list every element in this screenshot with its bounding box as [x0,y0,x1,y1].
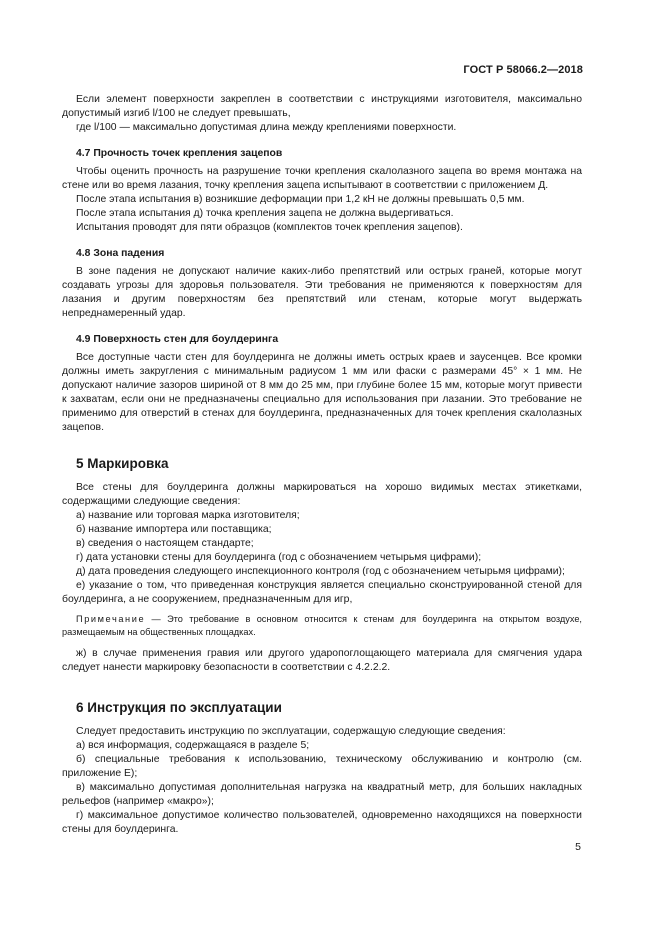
section-4-9-paragraph: Все доступные части стен для боулдеринга не должны иметь острых краев и заусенцев. Все кромки должны иметь закругления с минимальным радиусом 1 мм или фаски с размерами 45° × 1 мм. Не допускают наличие зазоров шириной от 8 мм до 25 мм, при глубине более 15 мм, которые могут привести к захватам, если они не предназначены специально для использования при лазании. Это требование не применимо для отверстий в стенах для боулдеринга, предназначенных для точек крепления скалолазных зацепов. [62,352,582,433]
section-5-item-a: а) название или торговая марка изготовителя; [76,510,300,521]
intro-paragraph: Если элемент поверхности закреплен в соответствии с инструкциями изготовителя, максимально допустимый изгиб l/100 не следует превышать, [62,94,582,119]
section-6-item-a: а) вся информация, содержащаяся в разделе 5; [76,740,310,751]
section-6-intro: Следует предоставить инструкцию по эксплуатации, содержащую следующие сведения: [76,726,506,737]
section-6-item-v: в) максимально допустимая дополнительная нагрузка на квадратный метр, для больших накладных рельефов (например «макро»); [62,782,582,807]
section-5-note [62,613,582,639]
page-number: 5 [575,841,581,853]
page-content [62,93,582,837]
section-5-item-d: д) дата проведения следующего инспекционного контроля (год с обозначением четырьмя цифрами); [76,566,565,577]
intro-where-clause: где l/100 — максимально допустимая длина между креплениями поверхности. [76,122,457,133]
section-5-intro: Все стены для боулдеринга должны маркироваться на хорошо видимых местах этикетками, содержащими следующие сведения: [62,482,582,507]
note-text: — Это требование в основном относится к стенам для боулдеринга на открытом воздухе, размещаемым на общественных площадках. [62,614,582,637]
section-4-7-paragraph-3: После этапа испытания д) точка крепления зацепа не должна выдергиваться. [76,208,454,219]
section-4-8-paragraph: В зоне падения не допускают наличие каких-либо препятствий или острых граней, которые могут создавать угрозы для здоровья пользователя. Эти требования не применяются к поверхностям для лазания и другим поверхностям без препятствий или стенам, которые могут выдержать непреднамеренный удар. [62,266,582,319]
section-4-8-heading: 4.8 Зона падения [76,248,165,259]
note-label: Примечание [76,614,146,624]
section-4-9-heading: 4.9 Поверхность стен для боулдеринга [76,334,279,345]
section-5-heading: 5 Маркировка [76,456,169,471]
section-4-7-paragraph-2: После этапа испытания в) возникшие деформации при 1,2 кН не должны превышать 0,5 мм. [76,194,525,205]
section-5-item-v: в) сведения о настоящем стандарте; [76,538,254,549]
section-5-item-b: б) название импортера или поставщика; [76,524,272,535]
section-4-7-heading: 4.7 Прочность точек крепления зацепов [76,148,283,159]
section-6-item-g: г) максимальное допустимое количество пользователей, одновременно находящихся на поверхности стены для боулдеринга. [62,810,582,835]
section-6-heading: 6 Инструкция по эксплуатации [76,700,282,715]
section-4-7-paragraph-1: Чтобы оценить прочность на разрушение точки крепления скалолазного зацепа во время монтажа на стене или во время лазания, точку крепления зацепа испытывают в соответствии с приложением Д. [62,166,582,191]
section-5-item-e: е) указание о том, что приведенная конструкция является специально сконструированной стеной для боулдеринга, а не сооружением, предназначенным для игр, [62,580,582,605]
document-header-title: ГОСТ Р 58066.2—2018 [463,64,583,76]
section-5-item-zh: ж) в случае применения гравия или другого ударопоглощающего материала для смягчения удара следует нанести маркировку безопасности в соответствии с 4.2.2.2. [62,648,582,673]
section-6-item-b: б) специальные требования к использованию, техническому обслуживанию и контролю (см. приложение Е); [62,754,582,779]
section-5-item-g: г) дата установки стены для боулдеринга (год с обозначением четырьмя цифрами); [76,552,482,563]
section-4-7-paragraph-4: Испытания проводят для пяти образцов (комплектов точек крепления зацепов). [76,222,463,233]
